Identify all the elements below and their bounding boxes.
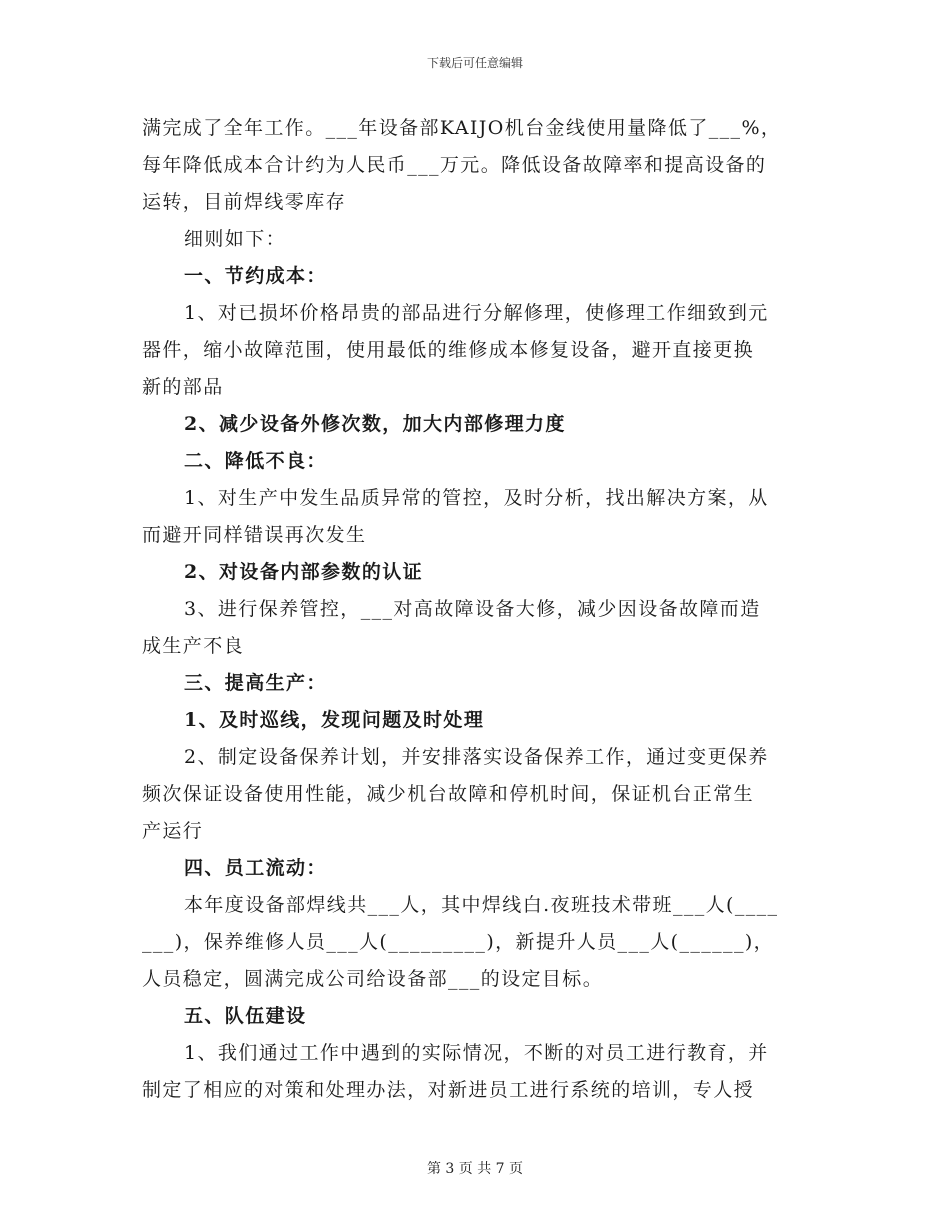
paragraph-line: 1、我们通过工作中遇到的实际情况，不断的对员工进行教育，并 — [184, 1042, 769, 1064]
paragraph-line: 3、进行保养管控，___对高故障设备大修，减少因设备故障而造 — [184, 598, 761, 620]
paragraph-line: 本年度设备部焊线共___人，其中焊线白.夜班技术带班___人(____ — [184, 894, 779, 916]
paragraph-line: 人员稳定，圆满完成公司给设备部___的设定目标。 — [142, 968, 604, 990]
subsection-heading: 1、及时巡线，发现问题及时处理 — [184, 709, 485, 731]
paragraph-line: 满完成了全年工作。___年设备部KAIJO机台金线使用量降低了___%， — [142, 117, 782, 139]
paragraph-line: 2、制定设备保养计划，并安排落实设备保养工作，通过变更保养 — [184, 746, 769, 768]
paragraph-line: 器件，缩小故障范围，使用最低的维修成本修复设备，避开直接更换 — [142, 339, 755, 361]
subsection-heading: 2、减少设备外修次数，加大内部修理力度 — [184, 413, 566, 435]
paragraph-line: 产运行 — [142, 820, 204, 842]
paragraph-line: ___)，保养维修人员___人(_________)，新提升人员___人(______)， — [142, 931, 775, 953]
subsection-heading: 2、对设备内部参数的认证 — [184, 561, 424, 583]
paragraph-line: 1、对已损坏价格昂贵的部品进行分解修理，使修理工作细致到元 — [184, 302, 769, 324]
section-heading: 一、节约成本： — [184, 265, 327, 287]
paragraph-line: 运转，目前焊线零库存 — [142, 191, 347, 213]
paragraph-line: 频次保证设备使用性能，减少机台故障和停机时间，保证机台正常生 — [142, 783, 755, 805]
paragraph-line: 1、对生产中发生品质异常的管控，及时分析，找出解决方案，从 — [184, 487, 769, 509]
section-heading: 五、队伍建设 — [184, 1005, 307, 1027]
paragraph-line: 细则如下： — [184, 228, 287, 250]
section-heading: 二、降低不良： — [184, 450, 327, 472]
document-body — [142, 110, 812, 1109]
paragraph-line: 成生产不良 — [142, 635, 245, 657]
page-header: 下载后可任意编辑 — [426, 56, 523, 70]
section-heading: 三、提高生产： — [184, 672, 327, 694]
section-heading: 四、员工流动： — [184, 857, 327, 879]
paragraph-line: 新的部品 — [142, 376, 224, 398]
paragraph-line: 而避开同样错误再次发生 — [142, 524, 367, 546]
page-number-footer: 第 3 页 共 7 页 — [426, 1161, 524, 1177]
paragraph-line: 制定了相应的对策和处理办法，对新进员工进行系统的培训，专人授 — [142, 1079, 755, 1101]
paragraph-line: 每年降低成本合计约为人民币___万元。降低设备故障率和提高设备的 — [142, 154, 767, 176]
